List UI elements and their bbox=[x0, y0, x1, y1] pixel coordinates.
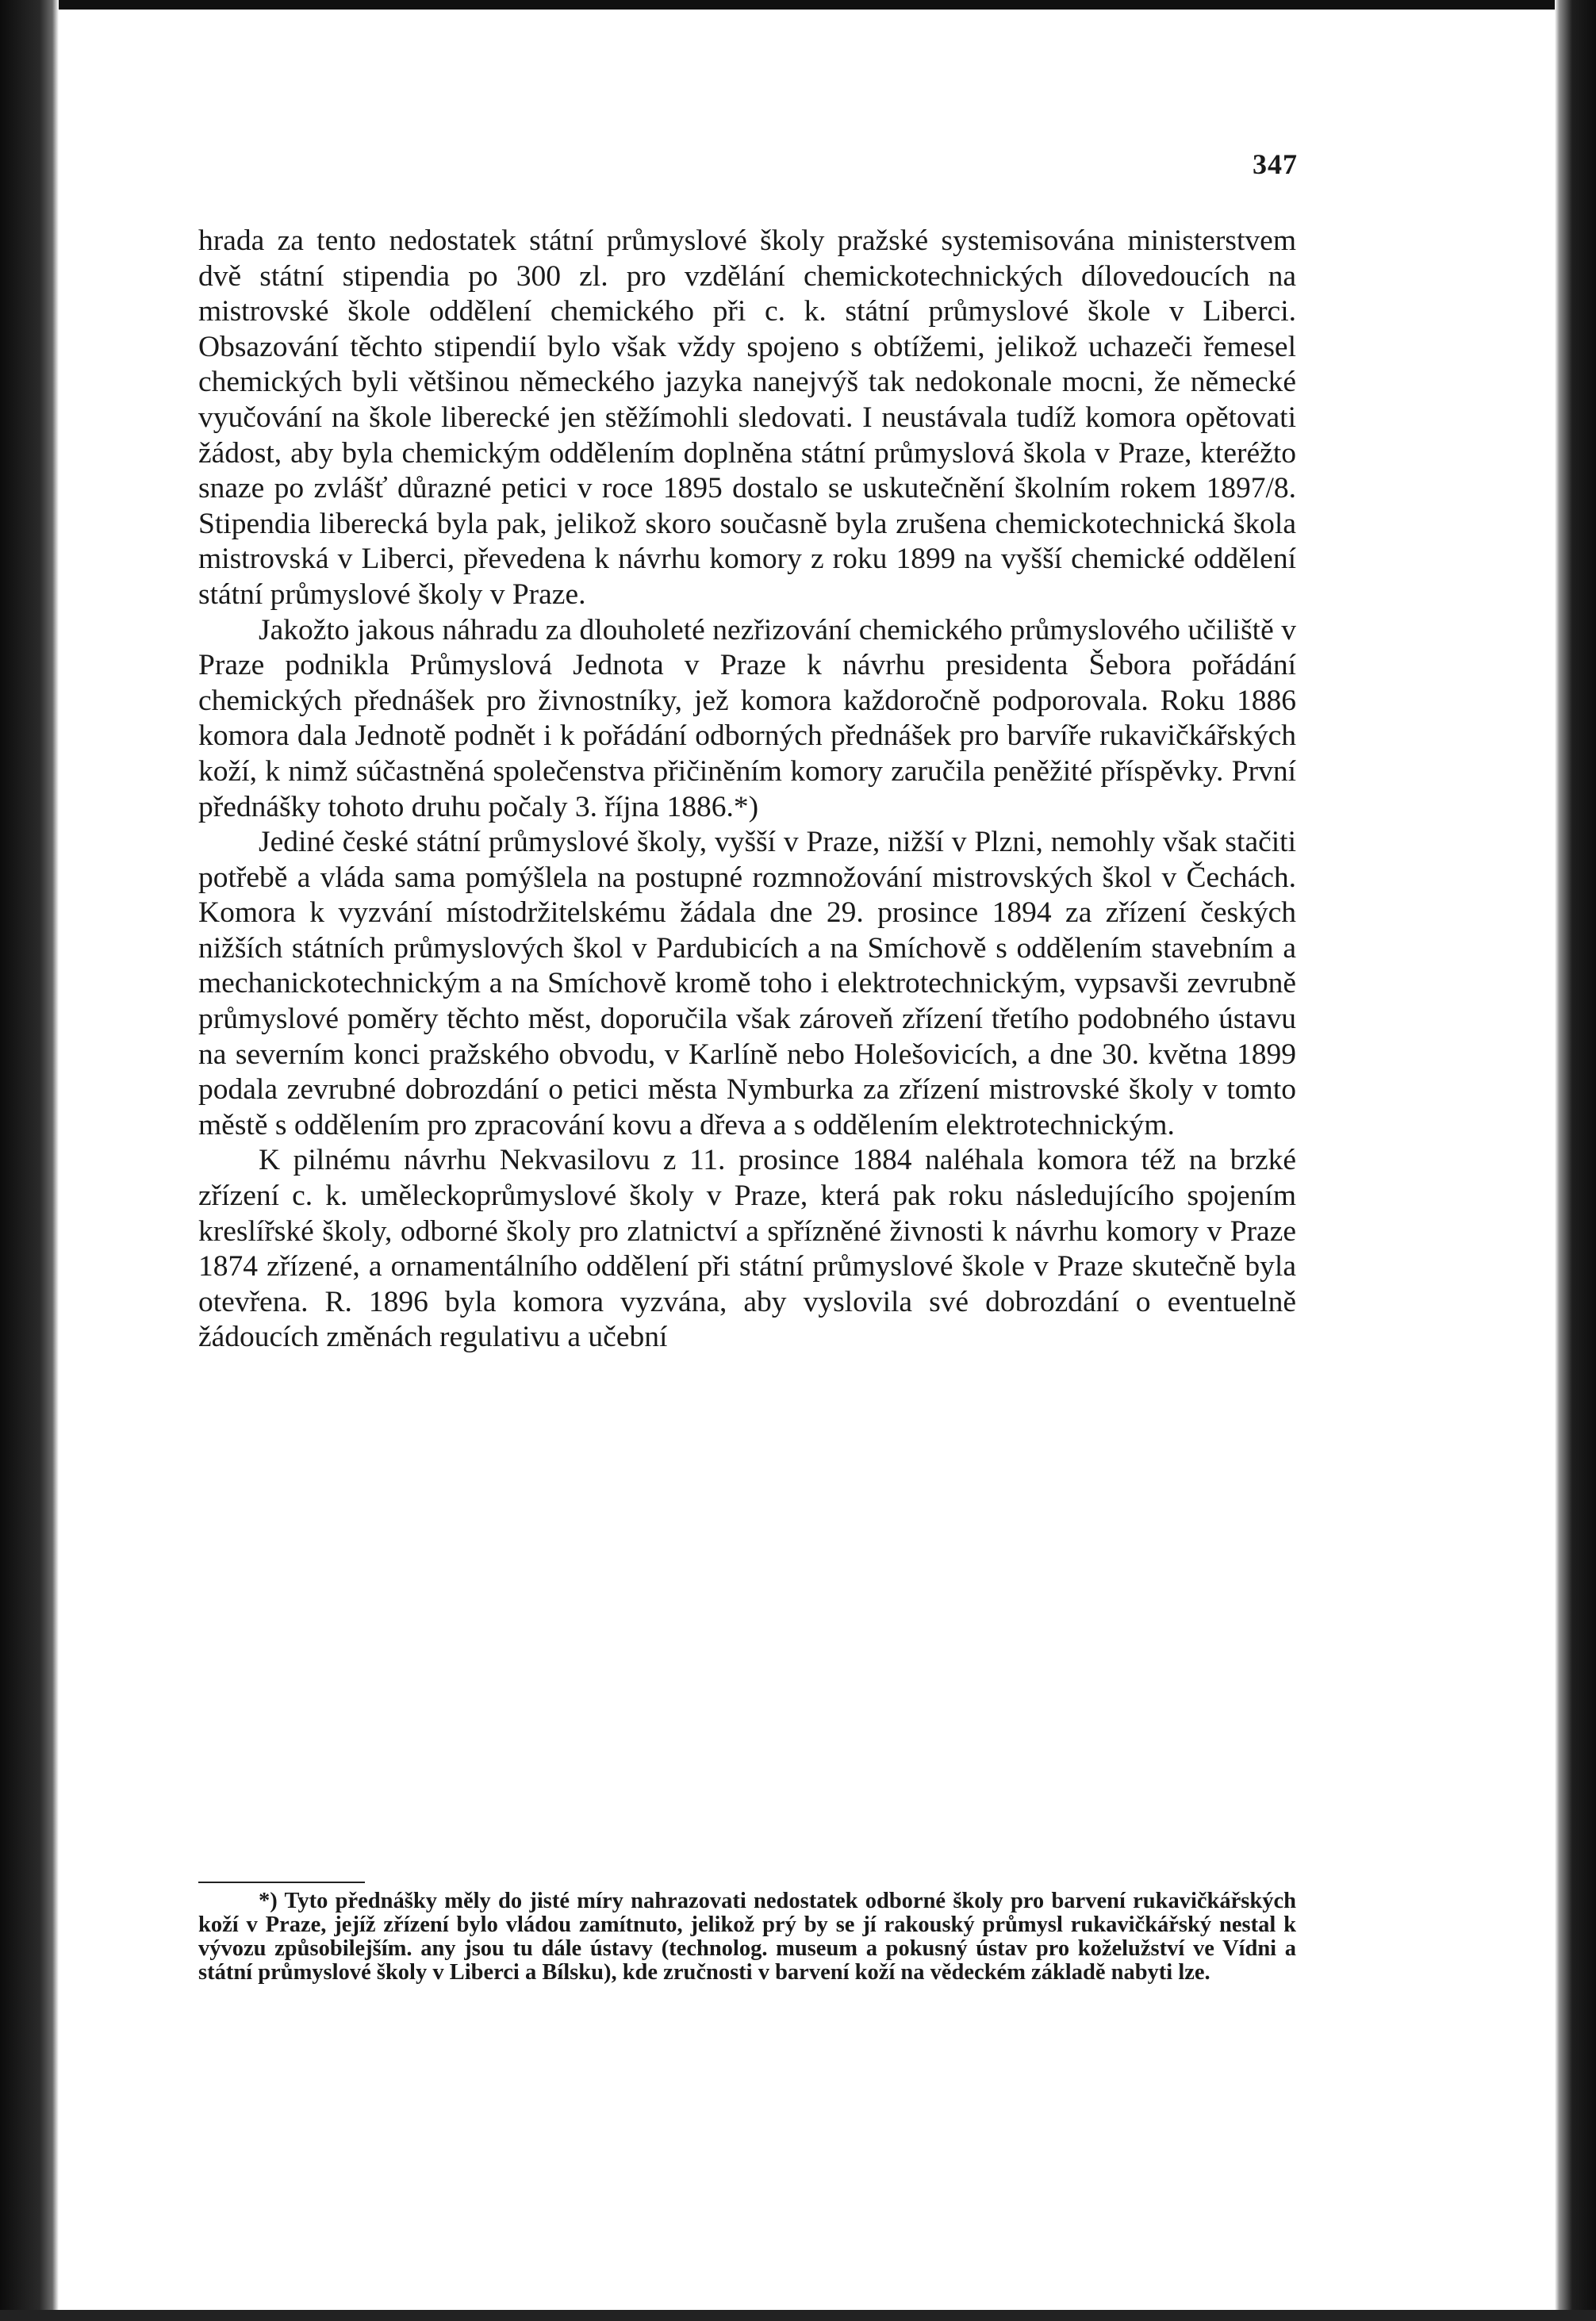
paragraph-industrial-schools: Jediné české státní průmyslové školy, vyšší v Praze, nižší v Plzni, nemohly však stačiti potřebě a vláda sama pomýšlela na postupné rozmnožování mistrovských škol v Čechách. Komora k vyzvání místodržitelskému žádala dne 29. prosince 1894 za zřízení českých nižších státních průmyslových škol v Pardubicích a na Smíchově s oddělením stavebním a mechanickotechnickým a na Smíchově kromě toho i elektrotechnickým, vypsavši zevrubně průmyslové poměry těchto měst, doporučila však zároveň zřízení třetího podobného ústavu na severním konci pražského obvodu, v Karlíně nebo Holešovicích, a dne 30. května 1899 podala zevrubné dobrozdání o petici města Nymburka za zřízení mistrovské školy v tomto městě s oddělením pro zpracování kovu a dřeva a s oddělením elektrotechnickým. bbox=[198, 826, 1296, 1141]
scan-border-right bbox=[1555, 0, 1596, 2321]
footnote-separator bbox=[198, 1882, 365, 1883]
paragraph-continued: hrada za tento nedostatek státní průmyslové školy pražské systemisována ministerstvem dvě státní stipendia po 300 zl. pro vzdělání chemickotechnických dílovedoucích na mistrovské škole oddělení chemického při c. k. státní průmyslové škole v Liberci. Obsazování těchto stipendií bylo však vždy spojeno s obtížemi, jelikož uchazeči řemesel chemických byli většinou německého jazyka nanejvýš tak nedokonale mocni, že německé vyučování na škole liberecké jen stěžímohli sledovati. I neustávala tudíž komora opětovati žádost, aby byla chemickým oddělením doplněna státní průmyslová škola v Praze, kteréžto snaze po zvlášť důrazné petici v roce 1895 dostalo se uskutečnění školním rokem 1897/8. Stipendia liberecká byla pak, jelikož skoro současně byla zrušena chemickotechnická škola mistrovská v Liberci, převedena k návrhu komory z roku 1899 na vyšší chemické oddělení státní průmyslové školy v Praze. bbox=[198, 224, 1296, 611]
body-text bbox=[198, 224, 1296, 1356]
scan-border-bottom bbox=[0, 2310, 1596, 2321]
page-number: 347 bbox=[1253, 148, 1298, 180]
scan-border-top bbox=[0, 0, 1596, 10]
paragraph-chemical-lectures: Jakožto jakous náhradu za dlouholeté nezřizování chemického průmyslového učiliště v Praze podnikla Průmyslová Jednota v Praze k návrhu presidenta Šebora pořádání chemických přednášek pro živnostníky, jež komora každoročně podporovala. Roku 1886 komora dala Jednotě podnět i k pořádání odborných přednášek pro barvíře rukavičkářských koží, k nimž súčastněná společenstva přičiněním komory zaručila peněžité příspěvky. První přednášky tohoto druhu počaly 3. října 1886.*) bbox=[198, 613, 1296, 823]
paragraph-art-industrial-school: K pilnému návrhu Nekvasilovu z 11. prosince 1884 naléhala komora též na brzké zřízení c. k. uměleckoprůmyslové školy v Praze, která pak roku následujícího spojením kreslířské školy, odborné školy pro zlatnictví a spřízněné živnosti k návrhu komory v Praze 1874 zřízené, a ornamentálního oddělení při státní průmyslové škole v Praze skutečně byla otevřena. R. 1896 byla komora vyzvána, aby vyslovila své dobrozdání o eventuelně žádoucích změnách regulativu a učební bbox=[198, 1144, 1296, 1354]
scan-border-left bbox=[0, 0, 59, 2321]
footnote bbox=[198, 1889, 1296, 1985]
footnote-text: Tyto přednášky měly do jisté míry nahrazovati nedostatek odborné školy pro barvení rukavičkářských koží v Praze, jejíž zřízení bylo vládou zamítnuto, jelikož prý by se jí rakouský průmysl rukavičkářský nestal k vývozu způsobilejším. any jsou tu dále ústavy (technolog. museum a pokusný ústav pro koželužství ve Vídni a státní průmyslové školy v Liberci a Bílsku), kde zručnosti v barvení koží na vědeckém základě nabyti lze. bbox=[198, 1889, 1296, 1985]
footnote-marker: *) bbox=[259, 1889, 278, 1913]
